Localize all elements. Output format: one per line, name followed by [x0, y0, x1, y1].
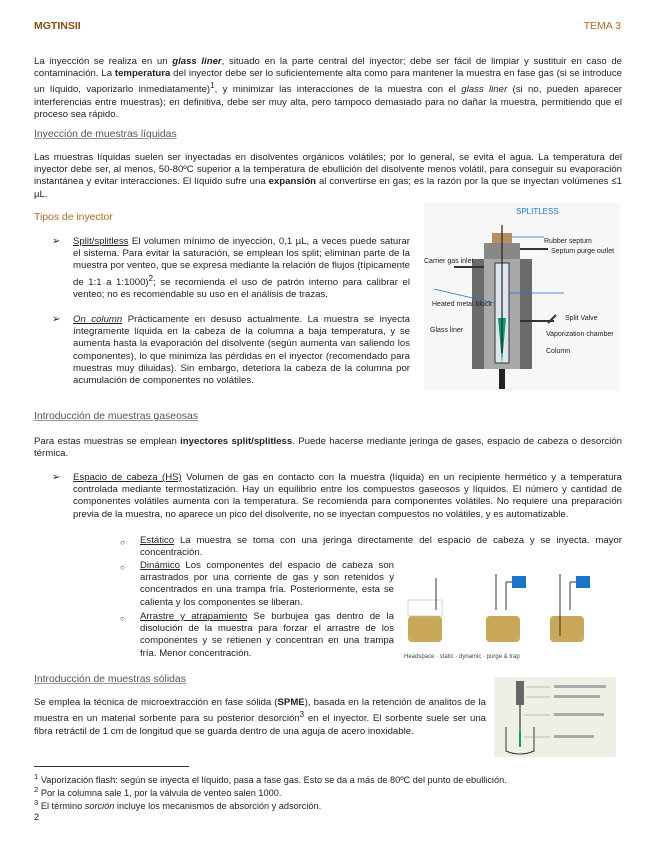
footnote-3: $^3$ El término sorción incluye los mecanismos de absorción y adsorción. [34, 798, 322, 812]
arrow-bullet-icon: ➢ [52, 236, 61, 247]
subsection-title-injector-types: Tipos de inyector [34, 212, 113, 223]
footnote-ref-2[interactable]: 2 [148, 273, 154, 283]
diagram-title: SPLITLESS [516, 207, 559, 216]
vial-dynamic [486, 574, 526, 642]
sub-item-dinamico: Dinámico Los componentes del espacio de cabeza son arrastrados por una corriente de gas y son retenidos y concentrados en una trampa fría. Posteriormente, esta se calienta y los componentes se liberan. [140, 560, 394, 608]
spme-plunger-shape [516, 681, 524, 705]
intro-paragraph: La inyección se realiza en un glass liner, situado en la parte central del inyector; debe ser fácil de limpiar y sustituir en caso de contaminación. La temperatura del inyector debe ser lo suficientemente alta como para mantener la muestra en fase gas (si se introduce un líquido, vaporizarlo inmediatamente)$^1$, y minimizar las interacciones de la muestra con el glass liner (si no, pueden aparecer interferencias entre muestras); en definitiva, debe ser muy alta, pero tampoco demasiado para no dañar la muestra, permitiendo que el proceso sea rápido. [34, 56, 623, 120]
section-title-liquids: Inyección de muestras líquidas [34, 129, 177, 140]
label-column: Column [546, 348, 571, 355]
spme-device-diagram [494, 677, 616, 757]
footnote-1: $^1$ Vaporización flash: según se inyecta el líquido, pasa a fase gas. Esto se da a más de 80ºC del punto de ebullición. [34, 772, 507, 786]
page-number: 2 [34, 812, 40, 822]
document-header-title: MGTINSII [34, 20, 81, 32]
label-septum-purge: Septum purge outlet [551, 248, 615, 255]
footnote-ref-1[interactable]: 1 [210, 81, 215, 91]
circle-bullet-icon: ○ [120, 563, 125, 572]
circle-bullet-icon: ○ [120, 614, 125, 623]
sub-item-estatico: Estático La muestra se toma con una jeringa directamente del espacio de cabeza y se inyecta. mayor concentración. [140, 535, 622, 559]
label-rubber-septum: Rubber septum [544, 238, 592, 245]
list-item-headspace: Espacio de cabeza (HS) Volumen de gas en contacto con la muestra (líquida) en un recipiente hermético y a temperatura controlada mediante termostatización. Hay un equilibrio entre los compuestos gaseosos y líquidos. El número y cantidad de componentes volátiles aumenta con la temperatura. Se recomienda para componentes volátiles. No requiere una preparación previa de la muestra, no aparece un pico del disolvente, no se inyectan compuestos no volátiles, y es automatizable. [73, 472, 623, 520]
vial-purge-trap [550, 574, 590, 642]
arrow-bullet-icon: ➢ [52, 472, 61, 483]
list-item-split-splitless: Split/splitless El volumen mínimo de inyección, 0,1 µL, a veces puede saturar el sistema. Para evitar la saturación, se emplean los split; eliminan parte de la muestra por venteo, que se expresa mediante la relación de flujos (típicamente de 1:1 a 1:1000)$^2$; se recomienda el uso de patrón interno para calibrar el venteo; no es recomendable su uso en el análisis de trazas. [73, 236, 410, 300]
footnote-2: $^2$ Por la columna sale 1, por la válvula de venteo salen 1000. [34, 785, 282, 799]
label-glass-liner: Glass liner [430, 327, 464, 334]
label-heated-block: Heated metal block [432, 301, 492, 308]
solids-paragraph: Se emplea la técnica de microextracción en fase sólida (SPME), basada en la retención de analitos de la muestra en un material sorbente para su posterior desorción$^3$ en el inyector. El sorbente suele ser una fibra retráctil de 1 cm de longitud que se guarda dentro de una aguja de acero inoxidable. [34, 697, 487, 737]
section-title-gases: Introducción de muestras gaseosas [34, 411, 199, 422]
headspace-vials-diagram [398, 570, 622, 662]
footnote-separator [34, 766, 189, 767]
vials-caption: Headspace · static · dynamic · purge & trap [404, 654, 520, 660]
list-item-on-column: On column Prácticamente en desuso actualmente. La muestra se inyecta íntegramente líquida en la cabeza de la columna a baja temperatura, y se aumenta hasta la evaporación del disolvente (según aumenta van saliendo los componentes), lo que minimiza las pérdidas en el inyector (recomendado para muestras muy diluidas). Sin embargo, deteriora la cabeza de la columna por acumulación de componentes no volátiles. [73, 314, 410, 387]
sub-item-arrastre: Arrastre y atrapamiento Se burbujea gas dentro de la disolución de la muestra para forzar el arrastre de los componentes y se retienen y concentran en una trampa fría. Menor concentración. [140, 611, 394, 659]
trap-box-shape [512, 576, 526, 588]
gases-paragraph: Para estas muestras se emplean inyectores split/splitless. Puede hacerse mediante jeringa de gases, espacio de cabeza o desorción térmica. [34, 436, 622, 460]
label-vaporization-chamber: Vaporization chamber [546, 331, 614, 338]
footnote-ref-3[interactable]: 3 [299, 710, 305, 720]
section-title-solids: Introducción de muestras sólidas [34, 674, 186, 685]
circle-bullet-icon: ○ [120, 538, 125, 547]
column-shape [499, 369, 505, 389]
arrow-bullet-icon: ➢ [52, 314, 61, 325]
document-header-chapter: TEMA 3 [583, 20, 621, 32]
label-carrier-gas: Carrier gas inlet [424, 258, 474, 265]
liquids-paragraph: Las muestras líquidas suelen ser inyectadas en disolventes orgánicos volátiles; por lo general, se evita el agua. La temperatura del inyector debe ser, al menos, 50-80ºC superior a la temperatura de ebullición del disolvente menos volátil, para conseguir su evaporación instantánea y evitar interacciones. El líquido sufre una expansión al convertirse en gas; es la razón por la que se inyectan volúmenes ≤1 µL. [34, 152, 622, 200]
label-split-valve: Split Valve [565, 315, 598, 322]
trap-box-shape [576, 576, 590, 588]
vial-static [408, 578, 442, 642]
splitless-injector-diagram [424, 203, 620, 391]
